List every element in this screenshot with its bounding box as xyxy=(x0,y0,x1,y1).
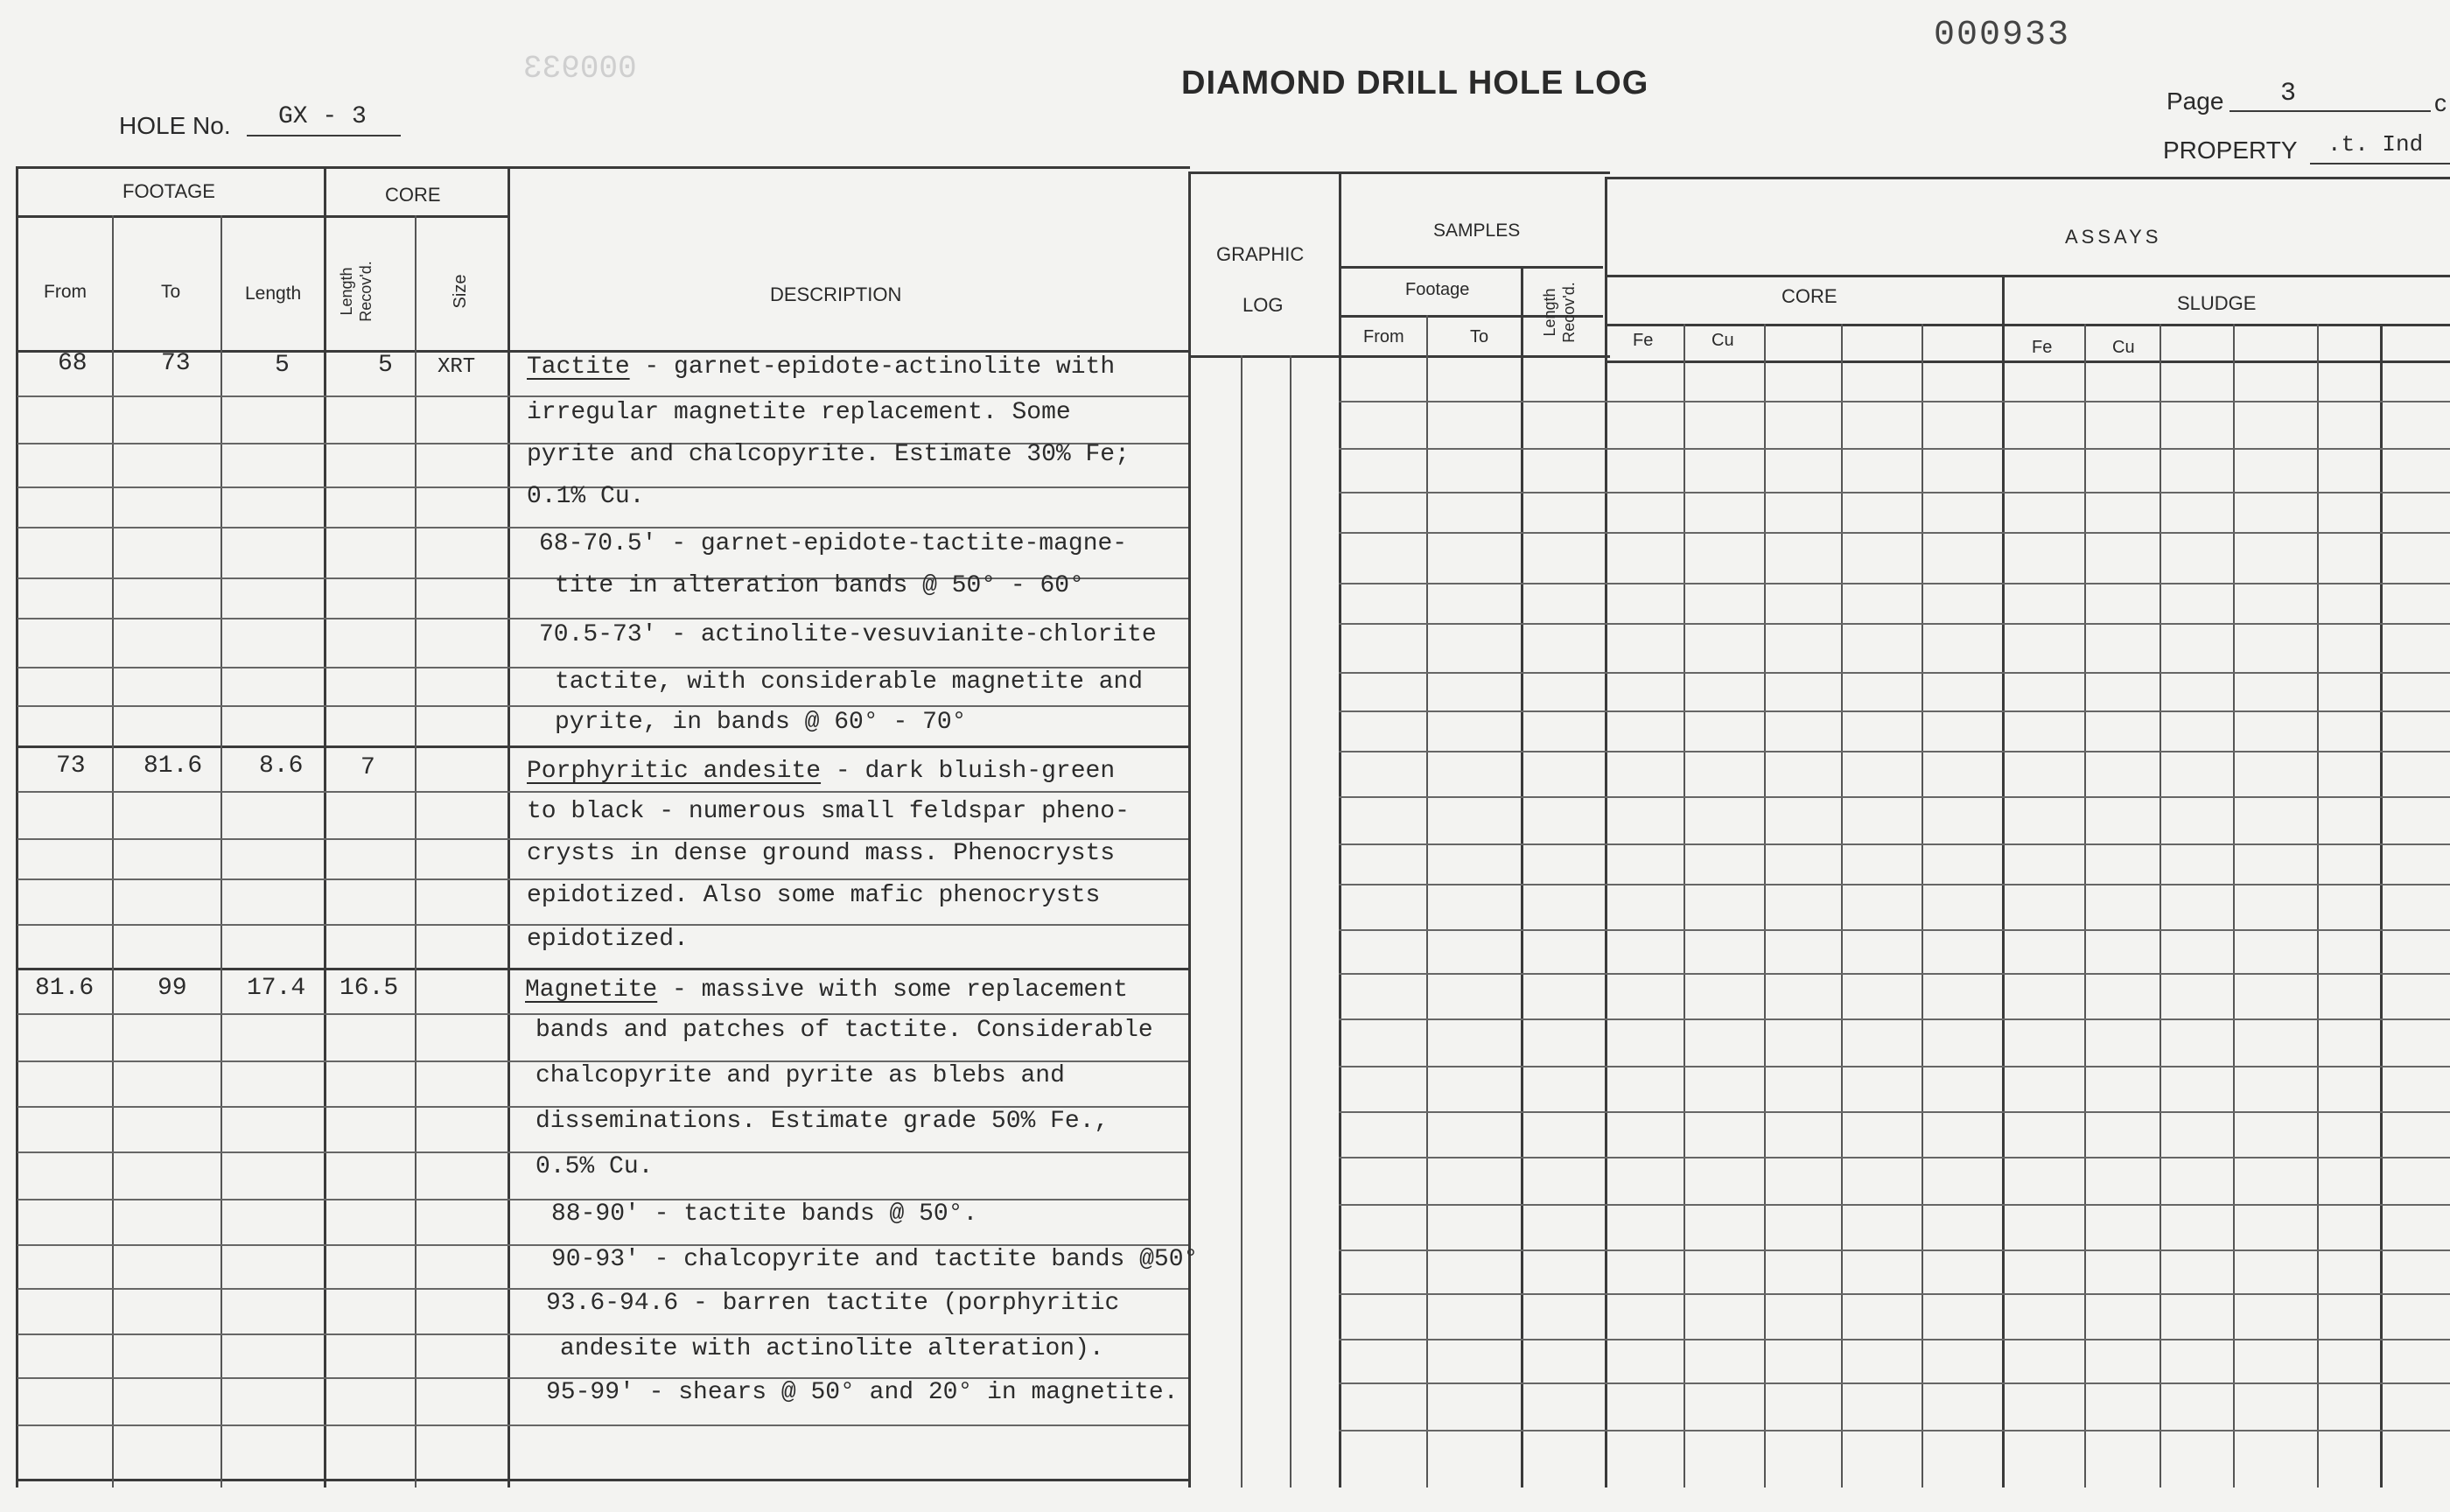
samples-from-header: From xyxy=(1363,327,1404,346)
page-label: Page xyxy=(2166,88,2224,115)
interval-length: 8.6 xyxy=(259,752,304,780)
rock-type-label: Porphyritic andesite xyxy=(527,758,822,785)
row-line xyxy=(18,1424,1188,1426)
description-text: bands and patches of tactite. Considerable xyxy=(536,1017,1153,1044)
description-line xyxy=(536,1108,1109,1135)
row-line xyxy=(1339,1293,2450,1295)
size-header: Size xyxy=(451,274,470,309)
interval-length: 17.4 xyxy=(247,975,306,1002)
log-header: LOG xyxy=(1242,294,1284,316)
graphic-header: GRAPHIC xyxy=(1216,243,1305,265)
row-line xyxy=(1339,492,2450,494)
row-line xyxy=(1339,929,2450,931)
row-line xyxy=(1339,1204,2450,1206)
description-header: DESCRIPTION xyxy=(770,284,902,305)
from-header: From xyxy=(44,282,87,302)
rock-type-label: Tactite xyxy=(527,354,630,381)
description-line xyxy=(555,572,1084,599)
description-line xyxy=(536,1062,1065,1089)
row-line xyxy=(1339,844,2450,845)
footage-header: FOOTAGE xyxy=(122,180,215,202)
description-line xyxy=(551,1200,977,1228)
description-text: tite in alteration bands @ 50° - 60° xyxy=(555,572,1084,599)
row-line xyxy=(1339,583,2450,584)
row-line xyxy=(1339,1430,2450,1432)
description-line xyxy=(551,1246,1198,1273)
property-value: .t. Ind xyxy=(2328,131,2424,158)
description-text: crysts in dense ground mass. Phenocrysts xyxy=(527,840,1116,867)
faint-stamp: 000933 xyxy=(523,51,637,87)
description-line xyxy=(527,483,644,510)
row-line xyxy=(18,1013,1188,1015)
samples-length-recovd-header: Length Recov'd. xyxy=(1541,282,1578,343)
description-text: disseminations. Estimate grade 50% Fe., xyxy=(536,1108,1110,1135)
description-line xyxy=(555,668,1143,696)
description-text: tactite, with considerable magnetite and xyxy=(555,668,1144,696)
row-line xyxy=(1339,710,2450,712)
row-line xyxy=(18,527,1188,528)
rock-type-label: Magnetite xyxy=(525,976,658,1004)
core-cu-header: Cu xyxy=(1712,331,1734,350)
page-suffix: c xyxy=(2434,89,2446,116)
description-text: 93.6-94.6 - barren tactite (porphyritic xyxy=(546,1290,1120,1317)
row-line xyxy=(1339,1111,2450,1113)
interval-recovered: 7 xyxy=(360,754,375,781)
row-line xyxy=(1339,973,2450,975)
row-line xyxy=(1339,532,2450,534)
description-text: 0.1% Cu. xyxy=(527,483,645,510)
interval-recovered: 5 xyxy=(378,352,393,379)
samples-to-header: To xyxy=(1470,327,1489,346)
samples-header: SAMPLES xyxy=(1433,220,1521,241)
row-line xyxy=(1339,796,2450,798)
description-line xyxy=(560,1335,1104,1362)
description-text: andesite with actinolite alteration). xyxy=(560,1335,1104,1362)
row-line xyxy=(18,618,1188,620)
description-text: 95-99' - shears @ 50° and 20° in magnetite. xyxy=(546,1379,1179,1406)
description-line xyxy=(527,926,689,953)
assay-core-header: CORE xyxy=(1782,285,1838,307)
description-line xyxy=(525,976,1128,1004)
description-text: epidotized. Also some mafic phenocrysts xyxy=(527,882,1101,909)
description-text: 68-70.5' - garnet-epidote-tactite-magne- xyxy=(539,530,1128,557)
to-header: To xyxy=(161,282,181,302)
description-line xyxy=(527,798,1130,825)
description-text: 90-93' - chalcopyrite and tactite bands @50° xyxy=(551,1246,1199,1273)
description-line xyxy=(527,882,1100,909)
core-header: CORE xyxy=(385,184,441,206)
description-text: - dark bluish-green xyxy=(821,758,1116,785)
sludge-cu-header: Cu xyxy=(2112,338,2135,357)
page-value: 3 xyxy=(2280,79,2297,108)
description-text: pyrite and chalcopyrite. Estimate 30% Fe; xyxy=(527,441,1130,468)
description-line xyxy=(546,1290,1119,1317)
interval-to: 73 xyxy=(161,350,191,377)
description-text: to black - numerous small feldspar pheno- xyxy=(527,798,1130,825)
row-line xyxy=(1339,751,2450,752)
description-line xyxy=(527,354,1115,381)
row-line xyxy=(1339,1250,2450,1251)
description-text: irregular magnetite replacement. Some xyxy=(527,399,1071,426)
description-text: - garnet-epidote-actinolite with xyxy=(629,354,1116,381)
description-text: pyrite, in bands @ 60° - 70° xyxy=(555,709,967,736)
description-line xyxy=(536,1017,1153,1044)
row-line xyxy=(1339,448,2450,450)
row-line xyxy=(18,705,1188,707)
row-line xyxy=(18,878,1188,880)
interval-from: 68 xyxy=(58,350,88,377)
row-line xyxy=(1339,1157,2450,1158)
hole-label: HOLE No. xyxy=(119,112,231,139)
description-line xyxy=(527,758,1115,785)
form-title: DIAMOND DRILL HOLE LOG xyxy=(1181,65,1649,102)
row-line xyxy=(18,396,1188,397)
description-line xyxy=(555,709,966,736)
interval-from: 81.6 xyxy=(35,975,94,1002)
row-line xyxy=(1339,1339,2450,1340)
description-line xyxy=(539,621,1157,648)
length-header: Length xyxy=(245,284,302,304)
description-text: chalcopyrite and pyrite as blebs and xyxy=(536,1062,1065,1089)
sludge-fe-header: Fe xyxy=(2032,338,2053,357)
description-line xyxy=(527,441,1130,468)
interval-to: 81.6 xyxy=(144,752,203,780)
row-line xyxy=(1339,1066,2450,1068)
interval-size: XRT xyxy=(438,355,476,379)
row-line xyxy=(1339,1382,2450,1384)
row-line xyxy=(1339,884,2450,886)
stamp-number: 000933 xyxy=(1934,16,2071,55)
core-length-recovd-header: Length Recov'd. xyxy=(338,261,374,322)
core-fe-header: Fe xyxy=(1633,331,1654,350)
description-text: - massive with some replacement xyxy=(657,976,1128,1004)
row-line xyxy=(1339,401,2450,402)
description-line xyxy=(527,399,1071,426)
description-text: 0.5% Cu. xyxy=(536,1153,654,1180)
interval-to: 99 xyxy=(158,975,187,1002)
hole-value: GX - 3 xyxy=(278,103,367,130)
samples-footage-header: Footage xyxy=(1405,280,1470,299)
description-text: 88-90' - tactite bands @ 50°. xyxy=(551,1200,978,1228)
description-line xyxy=(527,840,1115,867)
interval-length: 5 xyxy=(275,352,290,379)
description-text: epidotized. xyxy=(527,926,689,953)
interval-from: 73 xyxy=(56,752,86,780)
assays-header: ASSAYS xyxy=(2065,226,2162,248)
description-line xyxy=(546,1379,1179,1406)
description-line xyxy=(536,1153,653,1180)
description-line xyxy=(539,530,1127,557)
property-label: PROPERTY xyxy=(2163,136,2298,164)
assay-sludge-header: SLUDGE xyxy=(2177,292,2257,314)
row-line xyxy=(1339,1018,2450,1020)
row-line xyxy=(18,791,1188,793)
description-text: 70.5-73' - actinolite-vesuvianite-chlorite xyxy=(539,621,1157,648)
interval-recovered: 16.5 xyxy=(340,975,399,1002)
row-line xyxy=(1339,623,2450,625)
row-line xyxy=(1339,672,2450,674)
